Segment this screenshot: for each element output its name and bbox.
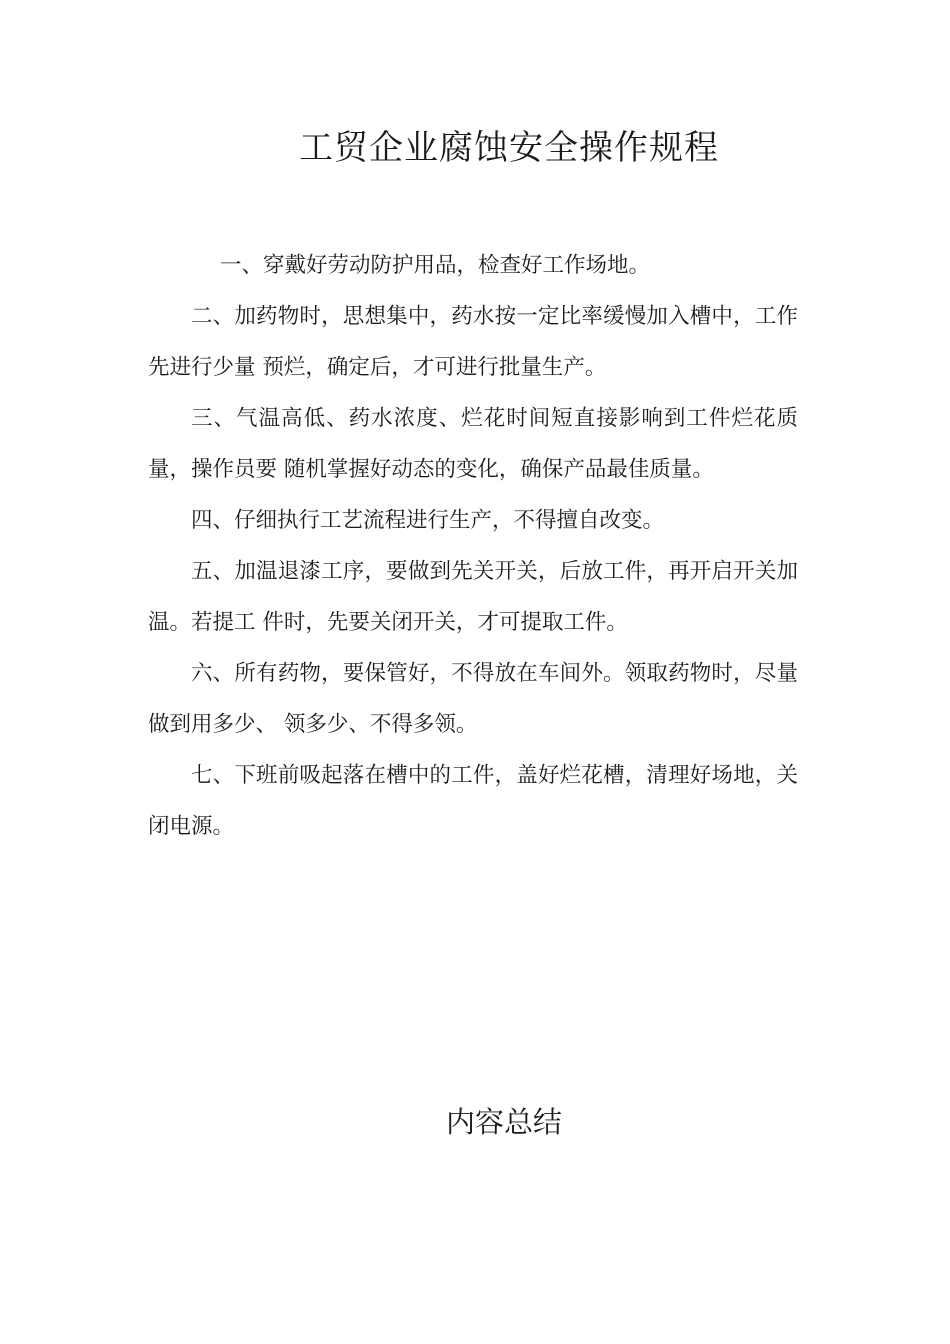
paragraph-2: 二、加药物时，思想集中，药水按一定比率缓慢加入槽中，工作先进行少量 预烂，确定后，才可进行批量生产。	[148, 304, 798, 380]
paragraph-1: 一、穿戴好劳动防护用品，检查好工作场地。	[220, 253, 651, 278]
document-title: 工贸企业腐蚀安全操作规程	[299, 128, 719, 168]
paragraph-3: 三、气温高低、药水浓度、烂花时间短直接影响到工件烂花质量，操作员要 随机掌握好动态的变化，确保产品最佳质量。	[148, 406, 798, 482]
summary-heading: 内容总结	[445, 1105, 562, 1139]
paragraph-6: 六、所有药物，要保管好，不得放在车间外。领取药物时，尽量做到用多少、 领多少、不得多领。	[148, 661, 798, 737]
paragraph-7: 七、下班前吸起落在槽中的工件，盖好烂花槽，清理好场地，关闭电源。	[148, 763, 798, 839]
paragraph-5: 五、加温退漆工序，要做到先关开关，后放工件，再开启开关加温。若提工 件时，先要关闭开关，才可提取工件。	[148, 559, 798, 635]
document-body	[148, 240, 798, 852]
paragraph-4: 四、仔细执行工艺流程进行生产，不得擅自改变。	[191, 508, 665, 533]
